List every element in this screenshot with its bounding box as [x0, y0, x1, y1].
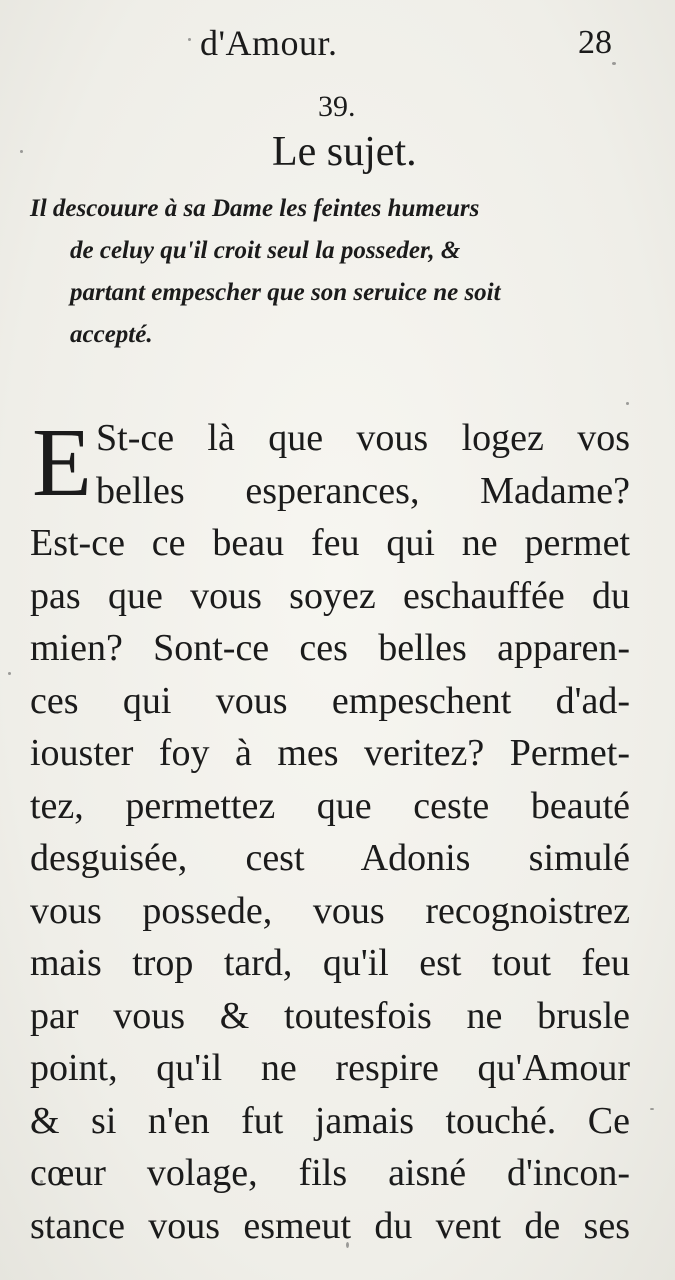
argument-line: de celuy qu'il croit seul la posseder, & — [70, 237, 461, 264]
argument-line: partant empescher que son seruice ne soit — [70, 279, 501, 306]
ink-speck — [626, 402, 629, 405]
ink-speck — [188, 38, 191, 41]
subject-heading: Le sujet. — [272, 129, 417, 175]
ink-speck — [650, 1108, 654, 1110]
body-line: cœur volage, fils aisné d'incon- — [30, 1152, 630, 1194]
body-line: tez, permettez que ceste beauté — [30, 784, 630, 827]
ink-speck — [612, 62, 616, 65]
argument-line: accepté. — [70, 321, 153, 348]
body-line: stance vous esmeut du vent de ses — [30, 1204, 630, 1247]
body-line: iouster foy à mes veritez? Permet- — [30, 732, 630, 774]
body-line: St-ce là que vous logez vos — [96, 417, 630, 459]
page-number: 28 — [578, 24, 612, 61]
body-line: point, qu'il ne respire qu'Amour — [30, 1047, 630, 1089]
body-line: par vous & toutesfois ne brusle — [30, 994, 630, 1037]
ink-speck — [20, 150, 23, 153]
ink-speck — [8, 672, 11, 675]
body-line: belles esperances, Madame? — [96, 469, 630, 512]
running-head: d'Amour. — [200, 23, 338, 63]
piece-number: 39. — [318, 90, 356, 123]
body-line: Est-ce ce beau feu qui ne permet — [30, 522, 630, 564]
body-line: ces qui vous empeschent d'ad- — [30, 679, 630, 722]
body-line: & si n'en fut jamais touché. Ce — [30, 1099, 630, 1142]
body-line: mais trop tard, qu'il est tout feu — [30, 942, 630, 984]
drop-cap: E — [32, 409, 92, 517]
body-line: pas que vous soyez eschauffée du — [30, 574, 630, 617]
argument-line: Il descouure à sa Dame les feintes humeurs — [30, 195, 480, 222]
argument-summary — [30, 188, 630, 356]
body-line: vous possede, vous recognoistrez — [30, 889, 630, 932]
body-text — [30, 409, 630, 1252]
body-line: mien? Sont-ce ces belles apparen- — [30, 627, 630, 669]
body-line: desguisée, cest Adonis simulé — [30, 837, 630, 879]
